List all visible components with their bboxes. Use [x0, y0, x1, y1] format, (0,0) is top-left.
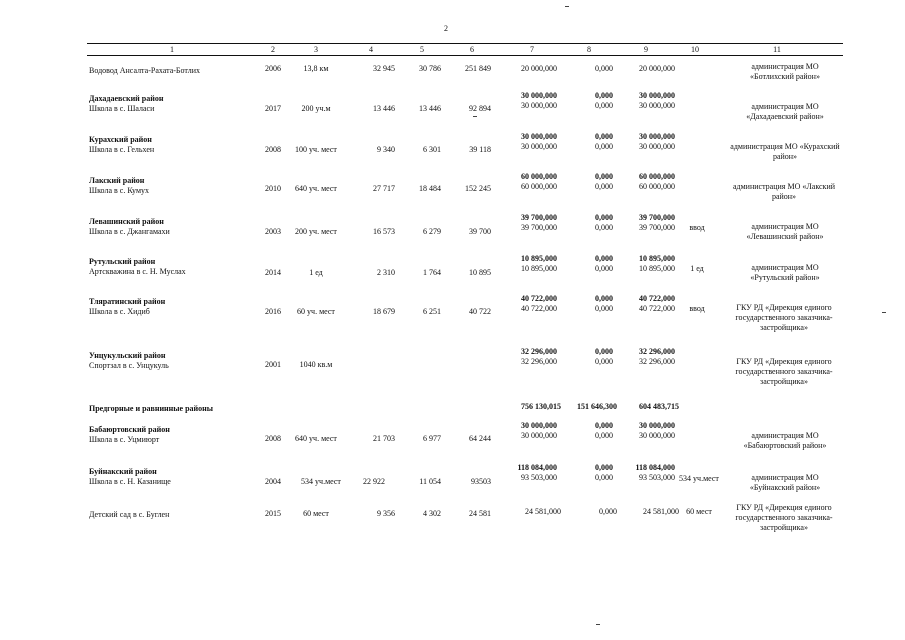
- amount-col9: 32 296,000: [639, 357, 675, 366]
- region-total-col7: 30 000,000: [521, 132, 557, 141]
- amount-col9: 10 895,000: [639, 264, 675, 273]
- scan-mark: [882, 312, 886, 313]
- year-cell: 2008: [265, 145, 281, 154]
- capacity-cell: 640 уч. мест: [295, 184, 337, 193]
- column-header-9: 9: [644, 45, 648, 54]
- capacity-cell: 200 уч.м: [301, 104, 331, 113]
- capacity-cell: 200 уч. мест: [295, 227, 337, 236]
- year-cell: 2008: [265, 434, 281, 443]
- section-total-col9: 604 483,715: [639, 402, 679, 411]
- amount-col8: 0,000: [599, 507, 617, 516]
- scan-mark: [565, 6, 569, 7]
- status-col10: 534 уч.мест: [679, 474, 719, 483]
- region-total-col9: 40 722,000: [639, 294, 675, 303]
- column-header-8: 8: [587, 45, 591, 54]
- amount-col7: 24 581,000: [525, 507, 561, 516]
- status-col10: 60 мест: [686, 507, 712, 516]
- amount-col8: 0,000: [595, 264, 613, 273]
- amount-col7: 93 503,000: [521, 473, 557, 482]
- region-heading: Тляратинский район: [89, 297, 166, 306]
- region-heading: Дахадаевский район: [89, 94, 164, 103]
- amount-col7: 20 000,000: [521, 64, 557, 73]
- year-cell: 2016: [265, 307, 281, 316]
- value-col4: 22 922: [363, 477, 385, 486]
- object-name: Спортзал в с. Унцукуль: [89, 361, 169, 370]
- amount-col7: 30 000,000: [521, 101, 557, 110]
- column-header-3: 3: [314, 45, 318, 54]
- year-cell: 2015: [265, 509, 281, 518]
- column-header-4: 4: [369, 45, 373, 54]
- region-total-col7: 30 000,000: [521, 91, 557, 100]
- amount-col7: 10 895,000: [521, 264, 557, 273]
- scan-mark: [596, 624, 600, 625]
- object-name: Артскважина в с. Н. Муслах: [89, 267, 186, 276]
- value-col6: 40 722: [469, 307, 491, 316]
- amount-col9: 30 000,000: [639, 101, 675, 110]
- amount-col7: 32 296,000: [521, 357, 557, 366]
- region-heading: Левашинский район: [89, 217, 164, 226]
- customer-cell: ГКУ РД «Дирекция единого государственного заказчика-застройщика»: [735, 357, 833, 386]
- year-cell: 2014: [265, 268, 281, 277]
- value-col6: 24 581: [469, 509, 491, 518]
- header-top-rule: [87, 43, 843, 44]
- value-col4: 9 340: [377, 145, 395, 154]
- region-total-col9: 30 000,000: [639, 132, 675, 141]
- value-col6: 10 895: [469, 268, 491, 277]
- customer-cell: ГКУ РД «Дирекция единого государственного заказчика-застройщика»: [735, 503, 833, 532]
- amount-col7: 30 000,000: [521, 142, 557, 151]
- section-heading: Предгорные и равнинные районы: [89, 404, 213, 413]
- customer-cell: администрация МО «Лакский район»: [732, 182, 836, 201]
- customer-cell: администрация МО «Курахский район»: [730, 142, 840, 161]
- region-total-col8: 0,000: [595, 254, 613, 263]
- region-heading: Буйнакский район: [89, 467, 157, 476]
- amount-col7: 40 722,000: [521, 304, 557, 313]
- value-col4: 21 703: [373, 434, 395, 443]
- amount-col8: 0,000: [595, 473, 613, 482]
- scan-mark: [473, 116, 477, 117]
- object-name: Школа в с. Кумух: [89, 186, 150, 195]
- region-total-col8: 0,000: [595, 421, 613, 430]
- value-col5: 6 251: [423, 307, 441, 316]
- region-total-col9: 30 000,000: [639, 91, 675, 100]
- amount-col7: 30 000,000: [521, 431, 557, 440]
- value-col4: 32 945: [373, 64, 395, 73]
- amount-col9: 24 581,000: [643, 507, 679, 516]
- capacity-cell: 1040 кв.м: [299, 360, 333, 369]
- header-bottom-rule: [87, 55, 843, 56]
- value-col4: 18 679: [373, 307, 395, 316]
- year-cell: 2010: [265, 184, 281, 193]
- capacity-cell: 60 уч. мест: [297, 307, 335, 316]
- column-header-7: 7: [530, 45, 534, 54]
- customer-cell: администрация МО «Ботлихский район»: [750, 62, 820, 81]
- value-col6: 64 244: [469, 434, 491, 443]
- status-col10: 1 ед: [690, 264, 704, 273]
- value-col5: 6 977: [423, 434, 441, 443]
- object-name: Школа в с. Джангамахи: [89, 227, 170, 236]
- year-cell: 2001: [265, 360, 281, 369]
- value-col4: 13 446: [373, 104, 395, 113]
- region-total-col8: 0,000: [595, 91, 613, 100]
- year-cell: 2017: [265, 104, 281, 113]
- column-header-10: 10: [691, 45, 699, 54]
- region-total-col7: 30 000,000: [521, 421, 557, 430]
- value-col6: 39 118: [469, 145, 491, 154]
- column-header-2: 2: [271, 45, 275, 54]
- value-col5: 18 484: [419, 184, 441, 193]
- region-total-col8: 0,000: [595, 213, 613, 222]
- region-total-col8: 0,000: [595, 132, 613, 141]
- amount-col7: 39 700,000: [521, 223, 557, 232]
- value-col6: 92 894: [469, 104, 491, 113]
- amount-col9: 20 000,000: [639, 64, 675, 73]
- column-header-6: 6: [470, 45, 474, 54]
- value-col5: 30 786: [419, 64, 441, 73]
- region-total-col9: 30 000,000: [639, 421, 675, 430]
- object-name: Школа в с. Гельхен: [89, 145, 155, 154]
- region-total-col7: 118 084,000: [517, 463, 557, 472]
- customer-cell: администрация МО «Рутульский район»: [750, 263, 820, 282]
- amount-col8: 0,000: [595, 142, 613, 151]
- capacity-cell: 100 уч. мест: [295, 145, 337, 154]
- region-total-col7: 39 700,000: [521, 213, 557, 222]
- status-col10: ввод: [689, 304, 705, 313]
- value-col6: 152 245: [465, 184, 491, 193]
- value-col5: 1 764: [423, 268, 441, 277]
- region-total-col9: 39 700,000: [639, 213, 675, 222]
- object-name: Школа в с. Уцмиюрт: [89, 435, 160, 444]
- region-heading: Лакский район: [89, 176, 145, 185]
- value-col5: 4 302: [423, 509, 441, 518]
- amount-col8: 0,000: [595, 431, 613, 440]
- amount-col7: 60 000,000: [521, 182, 557, 191]
- capacity-cell: 534 уч.мест: [301, 477, 341, 486]
- region-total-col7: 32 296,000: [521, 347, 557, 356]
- amount-col8: 0,000: [595, 304, 613, 313]
- capacity-cell: 60 мест: [303, 509, 329, 518]
- region-total-col8: 0,000: [595, 463, 613, 472]
- value-col6: 93503: [471, 477, 491, 486]
- amount-col9: 30 000,000: [639, 431, 675, 440]
- year-cell: 2006: [265, 64, 281, 73]
- region-total-col8: 0,000: [595, 172, 613, 181]
- amount-col9: 39 700,000: [639, 223, 675, 232]
- region-total-col7: 60 000,000: [521, 172, 557, 181]
- region-heading: Рутульский район: [89, 257, 156, 266]
- value-col6: 251 849: [465, 64, 491, 73]
- year-cell: 2004: [265, 477, 281, 486]
- amount-col9: 40 722,000: [639, 304, 675, 313]
- value-col4: 16 573: [373, 227, 395, 236]
- region-total-col9: 60 000,000: [639, 172, 675, 181]
- amount-col8: 0,000: [595, 101, 613, 110]
- year-cell: 2003: [265, 227, 281, 236]
- customer-cell: администрация МО «Бабаюртовский район»: [743, 431, 827, 450]
- value-col5: 6 301: [423, 145, 441, 154]
- status-col10: ввод: [689, 223, 705, 232]
- value-col6: 39 700: [469, 227, 491, 236]
- customer-cell: администрация МО «Левашинский район»: [746, 222, 824, 241]
- object-name: Водовод Ансалта-Рахата-Ботлих: [89, 66, 200, 75]
- value-col5: 6 279: [423, 227, 441, 236]
- region-total-col9: 10 895,000: [639, 254, 675, 263]
- region-total-col8: 0,000: [595, 347, 613, 356]
- section-total-col8: 151 646,300: [577, 402, 617, 411]
- value-col5: 11 054: [419, 477, 441, 486]
- amount-col8: 0,000: [595, 357, 613, 366]
- amount-col8: 0,000: [595, 182, 613, 191]
- page-number: 2: [444, 24, 448, 33]
- region-heading: Унцукульский район: [89, 351, 166, 360]
- object-name: Школа в с. Н. Казанище: [89, 477, 171, 486]
- value-col4: 9 356: [377, 509, 395, 518]
- value-col5: 13 446: [419, 104, 441, 113]
- region-heading: Курахский район: [89, 135, 152, 144]
- region-heading: Бабаюртовский район: [89, 425, 170, 434]
- value-col4: 27 717: [373, 184, 395, 193]
- column-header-5: 5: [420, 45, 424, 54]
- customer-cell: администрация МО «Дахадаевский район»: [746, 102, 824, 121]
- object-name: Детский сад в с. Буглен: [89, 510, 170, 519]
- section-total-col7: 756 130,015: [521, 402, 561, 411]
- region-total-col8: 0,000: [595, 294, 613, 303]
- region-total-col9: 32 296,000: [639, 347, 675, 356]
- region-total-col9: 118 084,000: [635, 463, 675, 472]
- amount-col9: 93 503,000: [639, 473, 675, 482]
- amount-col8: 0,000: [595, 223, 613, 232]
- customer-cell: администрация МО «Буйнакский район»: [749, 473, 821, 492]
- amount-col9: 30 000,000: [639, 142, 675, 151]
- object-name: Школа в с. Шаласи: [89, 104, 155, 113]
- amount-col9: 60 000,000: [639, 182, 675, 191]
- region-total-col7: 10 895,000: [521, 254, 557, 263]
- column-header-11: 11: [773, 45, 781, 54]
- amount-col8: 0,000: [595, 64, 613, 73]
- object-name: Школа в с. Хидиб: [89, 307, 150, 316]
- customer-cell: ГКУ РД «Дирекция единого государственного заказчика-застройщика»: [735, 303, 833, 332]
- column-header-1: 1: [170, 45, 174, 54]
- capacity-cell: 640 уч. мест: [295, 434, 337, 443]
- capacity-cell: 1 ед: [309, 268, 323, 277]
- region-total-col7: 40 722,000: [521, 294, 557, 303]
- capacity-cell: 13,8 км: [303, 64, 329, 73]
- value-col4: 2 310: [377, 268, 395, 277]
